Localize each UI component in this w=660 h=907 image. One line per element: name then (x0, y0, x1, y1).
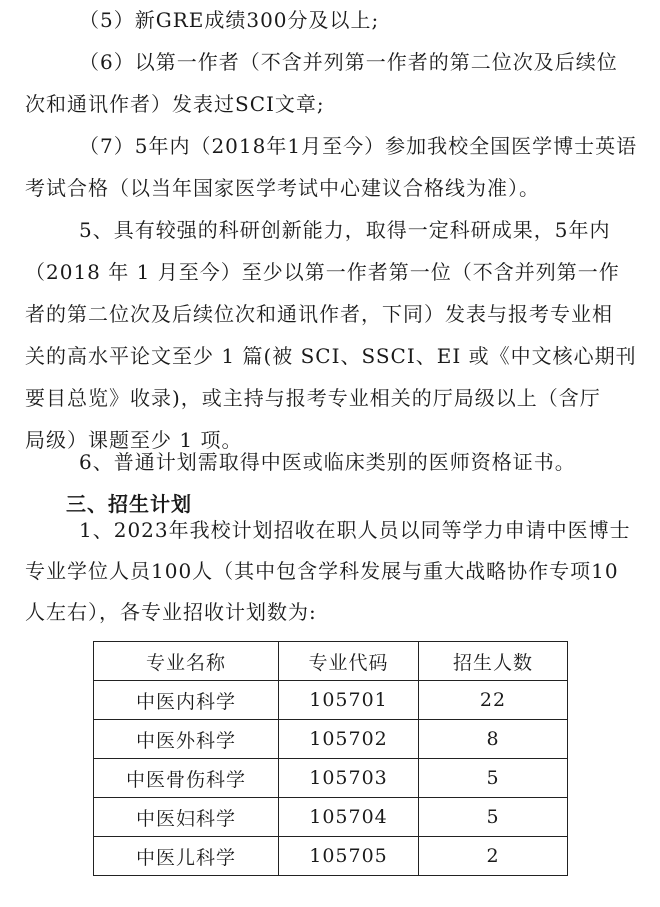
plan-intro-line2: 专业学位人员100人（其中包含学科发展与重大战略协作专项10 (25, 559, 619, 583)
header-enrollment-count: 招生人数 (419, 642, 568, 681)
table-header-row (94, 642, 568, 681)
requirement-item-5: （5）新GRE成绩300分及以上; (79, 8, 380, 32)
cell-major-name: 中医骨伤科学 (94, 759, 279, 798)
section-heading: 三、招生计划 (66, 492, 192, 516)
cell-major-code: 105704 (279, 798, 419, 837)
requirement-item-7-line2: 考试合格（以当年国家医学考试中心建议合格线为准）。 (25, 176, 540, 200)
cell-major-name: 中医外科学 (94, 720, 279, 759)
condition-5-line4: 关的高水平论文至少 1 篇(被 SCI、SSCI、EI 或《中文核心期刊 (25, 344, 637, 368)
requirement-item-7-line1: （7）5年内（2018年1月至今）参加我校全国医学博士英语 (79, 134, 638, 158)
table-row (94, 759, 568, 798)
condition-5-line3: 者的第二位次及后续位次和通讯作者，下同）发表与报考专业相 (25, 302, 613, 326)
table-row (94, 681, 568, 720)
condition-5-line2: （2018 年 1 月至今）至少以第一作者第一位（不含并列第一作 (25, 260, 620, 284)
requirement-item-6-line1: （6）以第一作者（不含并列第一作者的第二位次及后续位 (79, 50, 618, 74)
cell-major-code: 105703 (279, 759, 419, 798)
cell-major-name: 中医妇科学 (94, 798, 279, 837)
plan-intro-line3: 人左右），各专业招收计划数为: (25, 600, 317, 624)
cell-enrollment-count: 2 (419, 837, 568, 876)
cell-enrollment-count: 22 (419, 681, 568, 720)
cell-major-name: 中医儿科学 (94, 837, 279, 876)
cell-major-code: 105701 (279, 681, 419, 720)
enrollment-plan-table (93, 641, 568, 876)
table-row (94, 720, 568, 759)
table-row (94, 837, 568, 876)
plan-intro-line1: 1、2023年我校计划招收在职人员以同等学力申请中医博士 (79, 518, 631, 542)
cell-major-name: 中医内科学 (94, 681, 279, 720)
condition-5-line6: 局级）课题至少 1 项。 (25, 428, 243, 452)
condition-6: 6、普通计划需取得中医或临床类别的医师资格证书。 (79, 450, 576, 474)
cell-enrollment-count: 5 (419, 759, 568, 798)
cell-major-code: 105705 (279, 837, 419, 876)
cell-major-code: 105702 (279, 720, 419, 759)
header-major-code: 专业代码 (279, 642, 419, 681)
cell-enrollment-count: 5 (419, 798, 568, 837)
requirement-item-6-line2: 次和通讯作者）发表过SCI文章; (25, 92, 325, 116)
cell-enrollment-count: 8 (419, 720, 568, 759)
condition-5-line5: 要目总览》收录)，或主持与报考专业相关的厅局级以上（含厅 (25, 386, 601, 410)
table-row (94, 798, 568, 837)
header-major-name: 专业名称 (94, 642, 279, 681)
condition-5-line1: 5、具有较强的科研创新能力，取得一定科研成果，5年内 (79, 218, 611, 242)
